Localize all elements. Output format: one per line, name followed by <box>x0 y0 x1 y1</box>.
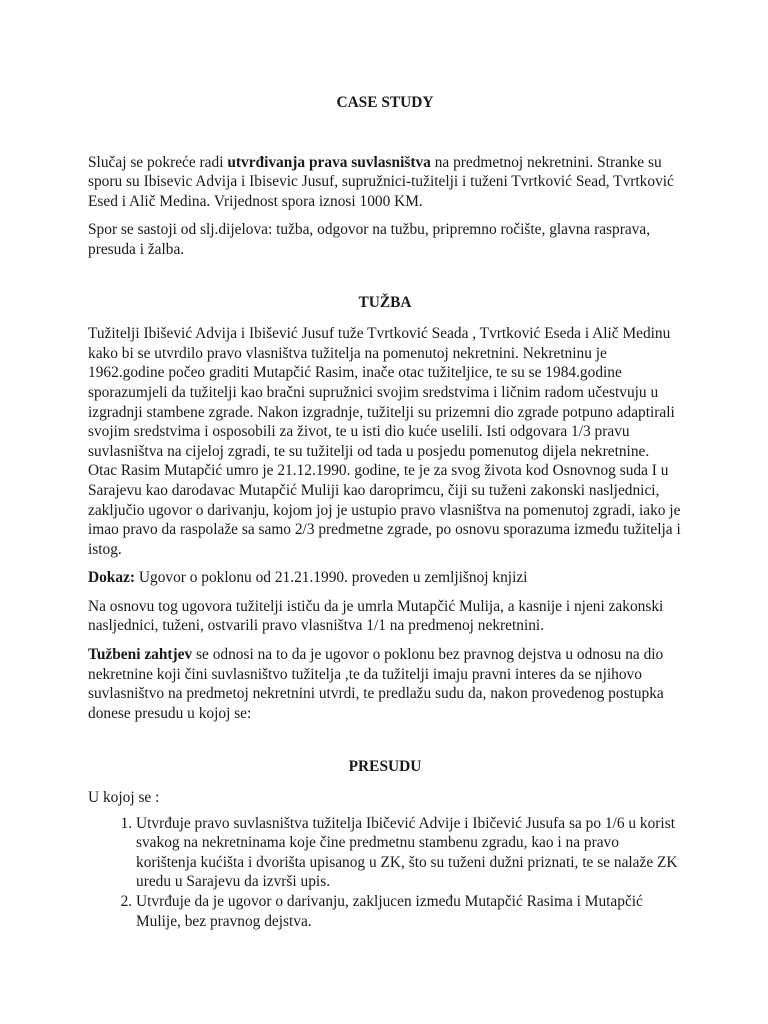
zahtjev-paragraph <box>88 645 682 723</box>
parts-paragraph: Spor se sastoji od slj.dijelova: tužba, odgovor na tužbu, pripremno ročište, glavna rasprava, presuda i žalba. <box>88 221 651 258</box>
dokaz-text: Ugovor o poklonu od 21.21.1990. proveden u zemljišnoj knjizi <box>135 569 528 587</box>
tuzba-body-paragraph: Tužitelji Ibišević Advija i Ibišević Jusuf tuže Tvrtković Seada , Tvrtković Eseda i Alič Medinu kako bi se utvrdilo pravo vlasništva tužitelja na pomenutoj nekretnini. Nekretninu je 1962.godine počeo graditi Mutapčić Rasim, inače otac tužiteljice, te su se 1984.godine sporazumjeli da tužitelji kao bračni supružnici svojim sredstvima i ličnim radom učestvuju u izgradnji stambene zgrade. Nakon izgradnje, tužitelji su prizemni dio zgrade potpuno adaptirali svojim sredstvima i osposobili za život, te u isti dio kuće uselili. Isti odgovara 1/3 pravu suvlasništva na cijeloj zgradi, te su tužitelji od tada u posjedu pomenutog dijela nekretnine. Otac Rasim Mutapčić umro je 21.12.1990. godine, te je za svog života kod Osnovnog suda I u Sarajevu kao darodavac Mutapčić Muliji kao daroprimcu, čiji su tuženi zakonski nasljednici, zaključio ugovor o darivanju, kojom joj je ustupio pravo vlasništva na pomenutoj zgradi, iako je imao pravo da raspolaže sa samo 2/3 predmetne zgrade, po osnovu sporazuma između tužitelja i istog. <box>88 325 681 558</box>
dokaz-paragraph <box>88 568 682 588</box>
basis-paragraph: Na osnovu tog ugovora tužitelji ističu da je umrla Mutapčić Mulija, a kasnije i njeni zakonski nasljednici, tuženi, ostvarili pravo vlasništva 1/1 na predmenoj nekretnini. <box>88 597 664 635</box>
intro-paragraph <box>88 153 682 212</box>
document-body <box>88 88 682 931</box>
list-item: 1. Utvrđuje pravo suvlasništva tužitelja Ibičević Advije i Ibičević Jusufa sa po 1/6 u korist svakog na nekretninama koje čine predmetnu stambenu zgradu, kao i na pravo korištenja kućišta i dvorišta upisanog u ZK, što su tuženi dužni priznati, te se nalaže ZK uredu u Sarajevu da izvrši upis. <box>136 814 682 892</box>
intro-text-start: Slučaj se pokreće radi <box>88 153 228 171</box>
list-item: 2. Utvrđuje da je ugovor o darivanju, zakljucen između Mutapčić Rasima i Mutapčić Mulije, bez pravnog dejstva. <box>136 892 682 931</box>
zahtjev-label: Tužbeni zahtjev <box>88 646 193 664</box>
zahtjev-text: se odnosi na to da je ugovor o poklonu bez pravnog dejstva u odnosu na dio nekretnine koji čini suvlasništvo tužitelja ,te da tužitelji imaju pravni interes da se njihovo suvlasništvo na predmetoj nekretnini utvrdi, te predlažu sudu da, nakon provedenog postupka donese presudu u kojoj se: <box>88 646 664 722</box>
verdict-list <box>88 814 682 932</box>
section-heading-presudu: PRESUDU <box>348 758 422 776</box>
section-heading-tuzba: TUŽBA <box>358 293 412 311</box>
intro-text-end: na predmetnoj nekretnini. Stranke su sporu su Ibisevic Advija i Ibisevic Jusuf, supružnici-tužitelji i tuženi Tvrtković Sead, Tvrtković Esed i Alič Medina. Vrijednost spora iznosi 1000 KM. <box>88 153 674 210</box>
intro-bold-phrase: utvrđivanja prava suvlasništva <box>227 153 431 171</box>
dokaz-label: Dokaz: <box>88 569 136 587</box>
document-title: CASE STUDY <box>336 94 434 111</box>
presudu-lead: U kojoj se : <box>88 789 160 807</box>
